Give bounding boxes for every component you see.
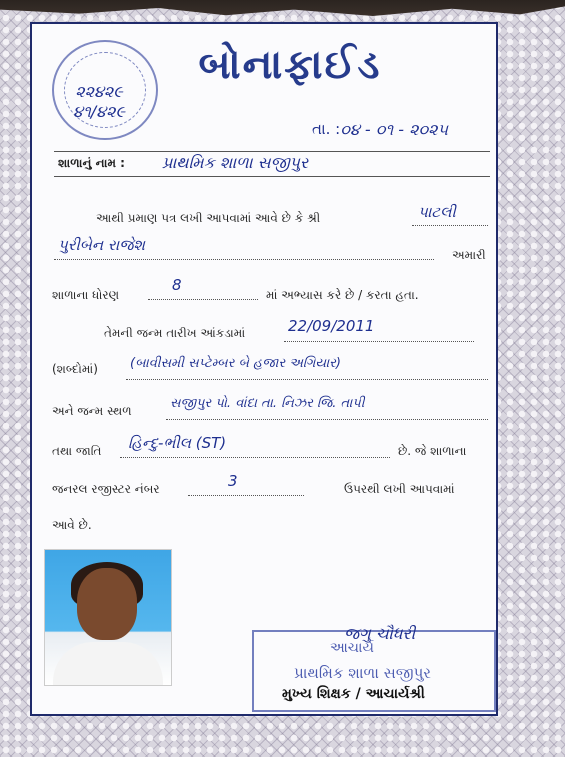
line7-dots xyxy=(120,456,390,458)
date-value: ૦૪ - ૦૧ - ૨૦૨૫ xyxy=(340,120,449,139)
line7-text-a: તથા જાતિ xyxy=(52,444,102,458)
certificate-title: બોનાફાઈડ xyxy=(198,42,382,88)
school-label: શાળાનું નામ : xyxy=(58,156,125,170)
line4-text: તેમની જન્મ તારીખ આંકડામાં xyxy=(104,326,246,340)
stamp-number xyxy=(64,82,134,122)
line5-dots xyxy=(126,378,488,380)
line8-text-b: ઉપરથી લખી આપવામાં xyxy=(344,482,455,496)
stamp-number-line-2: ૪૧/૪૨૯ xyxy=(73,102,125,121)
principal-label: મુખ્ય શિક્ષક / આચાર્યશ્રી xyxy=(282,686,425,702)
stamp-title: આચાર્ય xyxy=(330,640,374,656)
stamp-school: પ્રાથમિક શાળા સજીપુર xyxy=(294,664,432,682)
torn-top-edge xyxy=(0,0,565,16)
line8-value: 3 xyxy=(228,472,238,490)
line1-text: આથી પ્રમાણ પત્ર લખી આપવામાં આવે છે કે શ્રી xyxy=(96,211,321,225)
line2-text: અમારી xyxy=(452,248,486,262)
line5-text: (શબ્દોમાં) xyxy=(52,362,98,376)
line6-text: અને જન્મ સ્થળ xyxy=(52,404,132,418)
signature: જગુ ચૌધરી xyxy=(344,624,416,643)
line3-text-a: શાળાના ધોરણ xyxy=(52,288,120,302)
line7-value: હિન્દુ-ભીલ (ST) xyxy=(128,434,227,452)
line7-text-b: છે. જે શાળાના xyxy=(398,444,467,458)
line2-value: પુરીબેન રાજેશ xyxy=(58,236,145,254)
line6-value: સજીપુર પો. વાંદા તા. નિઝર જિ. તાપી xyxy=(170,396,365,411)
school-value: પ્રાથમિક શાળા સજીપુર xyxy=(162,153,309,172)
line3-value: 8 xyxy=(172,276,182,294)
line3-dots xyxy=(148,298,258,300)
line4-dots xyxy=(284,340,474,342)
line4-value: 22/09/2011 xyxy=(288,317,375,335)
date-label: તા. : xyxy=(312,120,341,138)
line8-dots xyxy=(188,494,304,496)
school-name-row xyxy=(54,151,490,177)
line1-value: પાટલી xyxy=(418,203,456,221)
date-row xyxy=(312,120,449,139)
line2-dots xyxy=(54,258,434,260)
line6-dots xyxy=(166,418,488,420)
line5-value: (બાવીસમી સપ્ટેમ્બર બે હજાર અગિયાર) xyxy=(130,356,341,371)
student-photo xyxy=(44,549,172,686)
line9-text: આવે છે. xyxy=(52,518,92,532)
line1-dots xyxy=(412,224,488,226)
line8-text-a: જનરલ રજીસ્ટર નંબર xyxy=(52,482,160,496)
stamp-number-line-1: ૨૨૪૨૯ xyxy=(75,82,123,101)
line3-text-b: માં અભ્યાસ કરે છે / કરતા હતા. xyxy=(266,288,419,302)
